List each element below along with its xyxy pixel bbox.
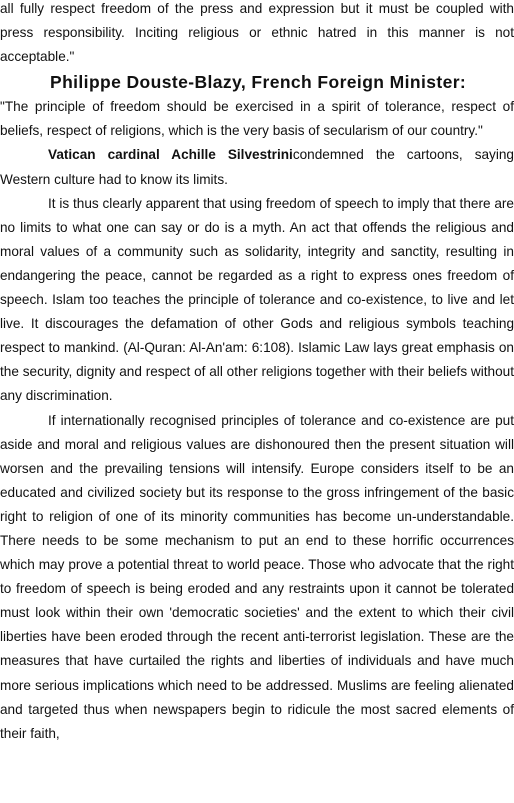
vatican-speaker-name: Vatican cardinal Achille Silvestrini <box>48 147 293 163</box>
vatican-statement: condemned the cartoons, saying Western culture had to know its limits. <box>0 147 514 187</box>
speaker-heading: Philippe Douste-Blazy, French Foreign Minister: <box>50 72 467 93</box>
douste-blazy-quote: "The principle of freedom should be exercised in a spirit of tolerance, respect of beliefs, respect of religions, which is the very basis of secularism of our country." <box>0 99 514 139</box>
vatican-paragraph <box>0 143 514 191</box>
freedom-myth-paragraph: It is thus clearly apparent that using freedom of speech to imply that there are no limits to what one can say or do is a myth. An act that offends the religious and moral values of a community such as solidarity, integrity and sanctity, resulting in endangering the peace, cannot be regarded as a right to express ones freedom of speech. Islam too teaches the principle of tolerance and co-existence, to live and let live. It discourages the defamation of other Gods and religious symbols teaching respect to mankind. (Al-Quran: Al-An'am: 6:108). Islamic Law lays great emphasis on the security, dignity and respect of all other religions together with their beliefs without any discrimination. <box>0 195 514 404</box>
europe-tolerance-paragraph: If internationally recognised principles of tolerance and co-existence are put aside and moral and religious values are dishonoured then the present situation will worsen and the prevailing tensions will intensify. Europe considers itself to be an educated and civilized society but its response to the gross infringement of the basic right to religion of one of its minority communities has become un-understandable. There needs to be some mechanism to put an end to these horrific occurrences which may prove a potential threat to world peace. Those who advocate that the right to freedom of speech is being eroded and any restraints upon it cannot be tolerated must look within their own 'democratic societies' and the extent to which their civil liberties have been eroded through the recent anti-terrorist legislation. These are the measures that have curtailed the rights and liberties of individuals and have much more serious implications which need to be addressed. Muslims are feeling alienated and targeted thus when newspapers begin to ridicule the most sacred elements of their faith, <box>0 412 514 741</box>
quote-continuation: all fully respect freedom of the press and expression but it must be coupled with press responsibility. Inciting religious or ethnic hatred in this manner is not acceptable." <box>0 1 514 65</box>
